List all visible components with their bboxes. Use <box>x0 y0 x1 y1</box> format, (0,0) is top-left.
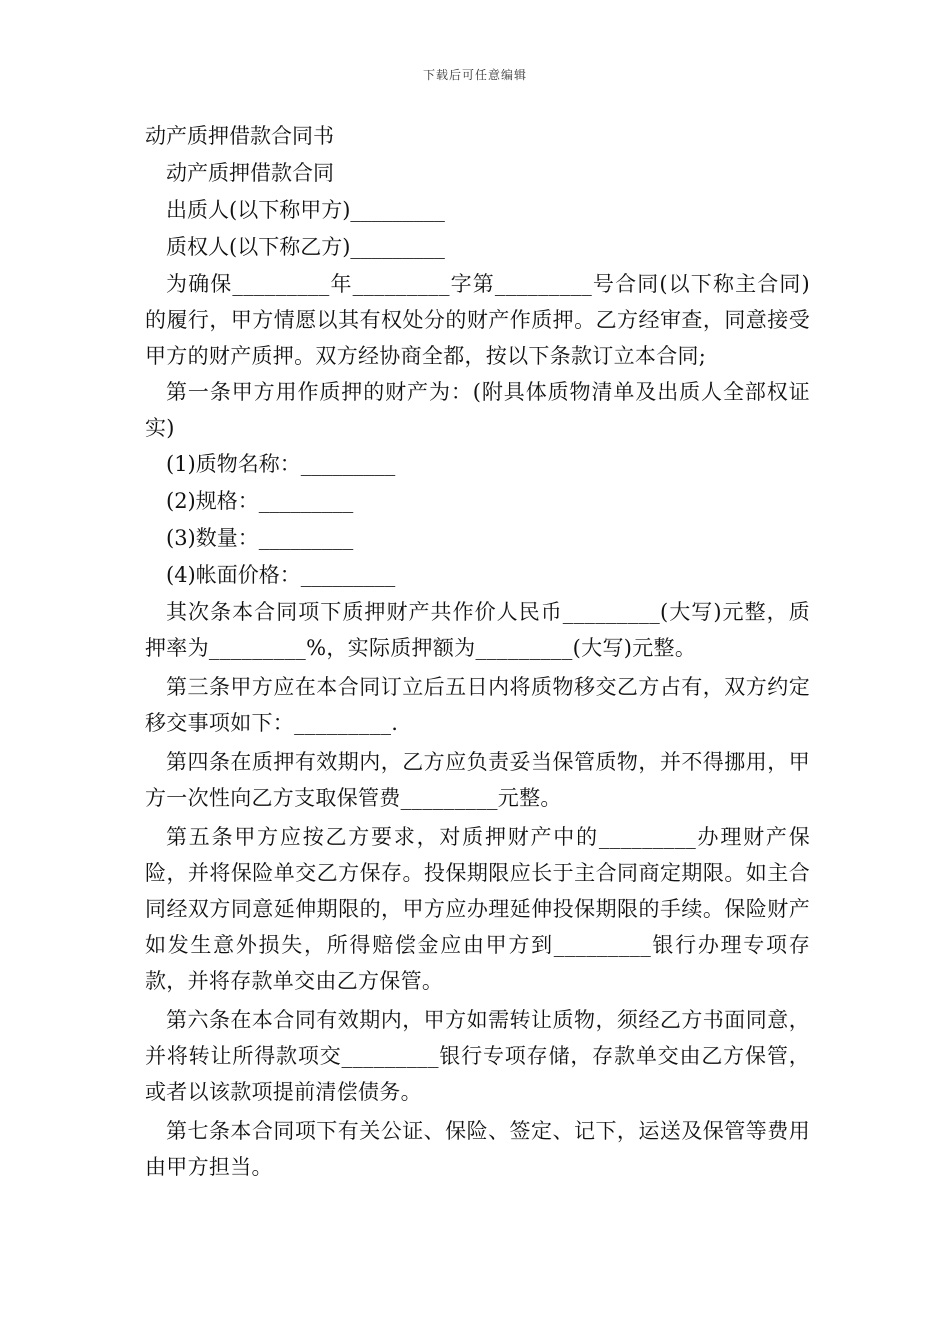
intro-paragraph: 为确保_________年_________字第_________号合同(以下称主合同)的履行，甲方情愿以其有权处分的财产作质押。乙方经审查，同意接受甲方的财产质押。双方经协商全都，按以下条款订立本合同; <box>145 272 810 368</box>
article-3: 第三条甲方应在本合同订立后五日内将质物移交乙方占有，双方约定移交事项如下：_________. <box>145 675 810 735</box>
pledgee-line: 质权人(以下称乙方)_________ <box>166 235 445 259</box>
contract-subtitle: 动产质押借款合同 <box>166 161 334 185</box>
document-body <box>145 118 810 1185</box>
article-6: 第六条在本合同有效期内，甲方如需转让质物，须经乙方书面同意，并将转让所得款项交_________银行专项存储，存款单交由乙方保管，或者以该款项提前清偿债务。 <box>145 1008 810 1104</box>
item-book-value: (4)帐面价格：_________ <box>166 563 396 587</box>
article-4: 第四条在质押有效期内，乙方应负责妥当保管质物，并不得挪用，甲方一次性向乙方支取保管费_________元整。 <box>145 750 810 810</box>
article-7: 第七条本合同项下有关公证、保险、签定、记下，运送及保管等费用由甲方担当。 <box>145 1119 810 1179</box>
item-spec: (2)规格：_________ <box>166 489 354 513</box>
article-2: 其次条本合同项下质押财产共作价人民币_________(大写)元整，质押率为_________%，实际质押额为_________(大写)元整。 <box>145 600 810 660</box>
article-5: 第五条甲方应按乙方要求，对质押财产中的_________办理财产保险，并将保险单交乙方保存。投保期限应长于主合同商定期限。如主合同经双方同意延伸期限的，甲方应办理延伸投保期限的手续。保险财产如发生意外损失，所得赔偿金应由甲方到_________银行办理专项存款，并将存款单交由乙方保管。 <box>145 825 810 993</box>
article-1: 第一条甲方用作质押的财产为：(附具体质物清单及出质人全部权证实) <box>145 380 810 440</box>
item-name: (1)质物名称：_________ <box>166 452 396 476</box>
document-title: 动产质押借款合同书 <box>145 124 334 148</box>
pledgor-line: 出质人(以下称甲方)_________ <box>166 198 445 222</box>
header-note: 下载后可任意编辑 <box>422 68 527 82</box>
item-quantity: (3)数量：_________ <box>166 526 354 550</box>
